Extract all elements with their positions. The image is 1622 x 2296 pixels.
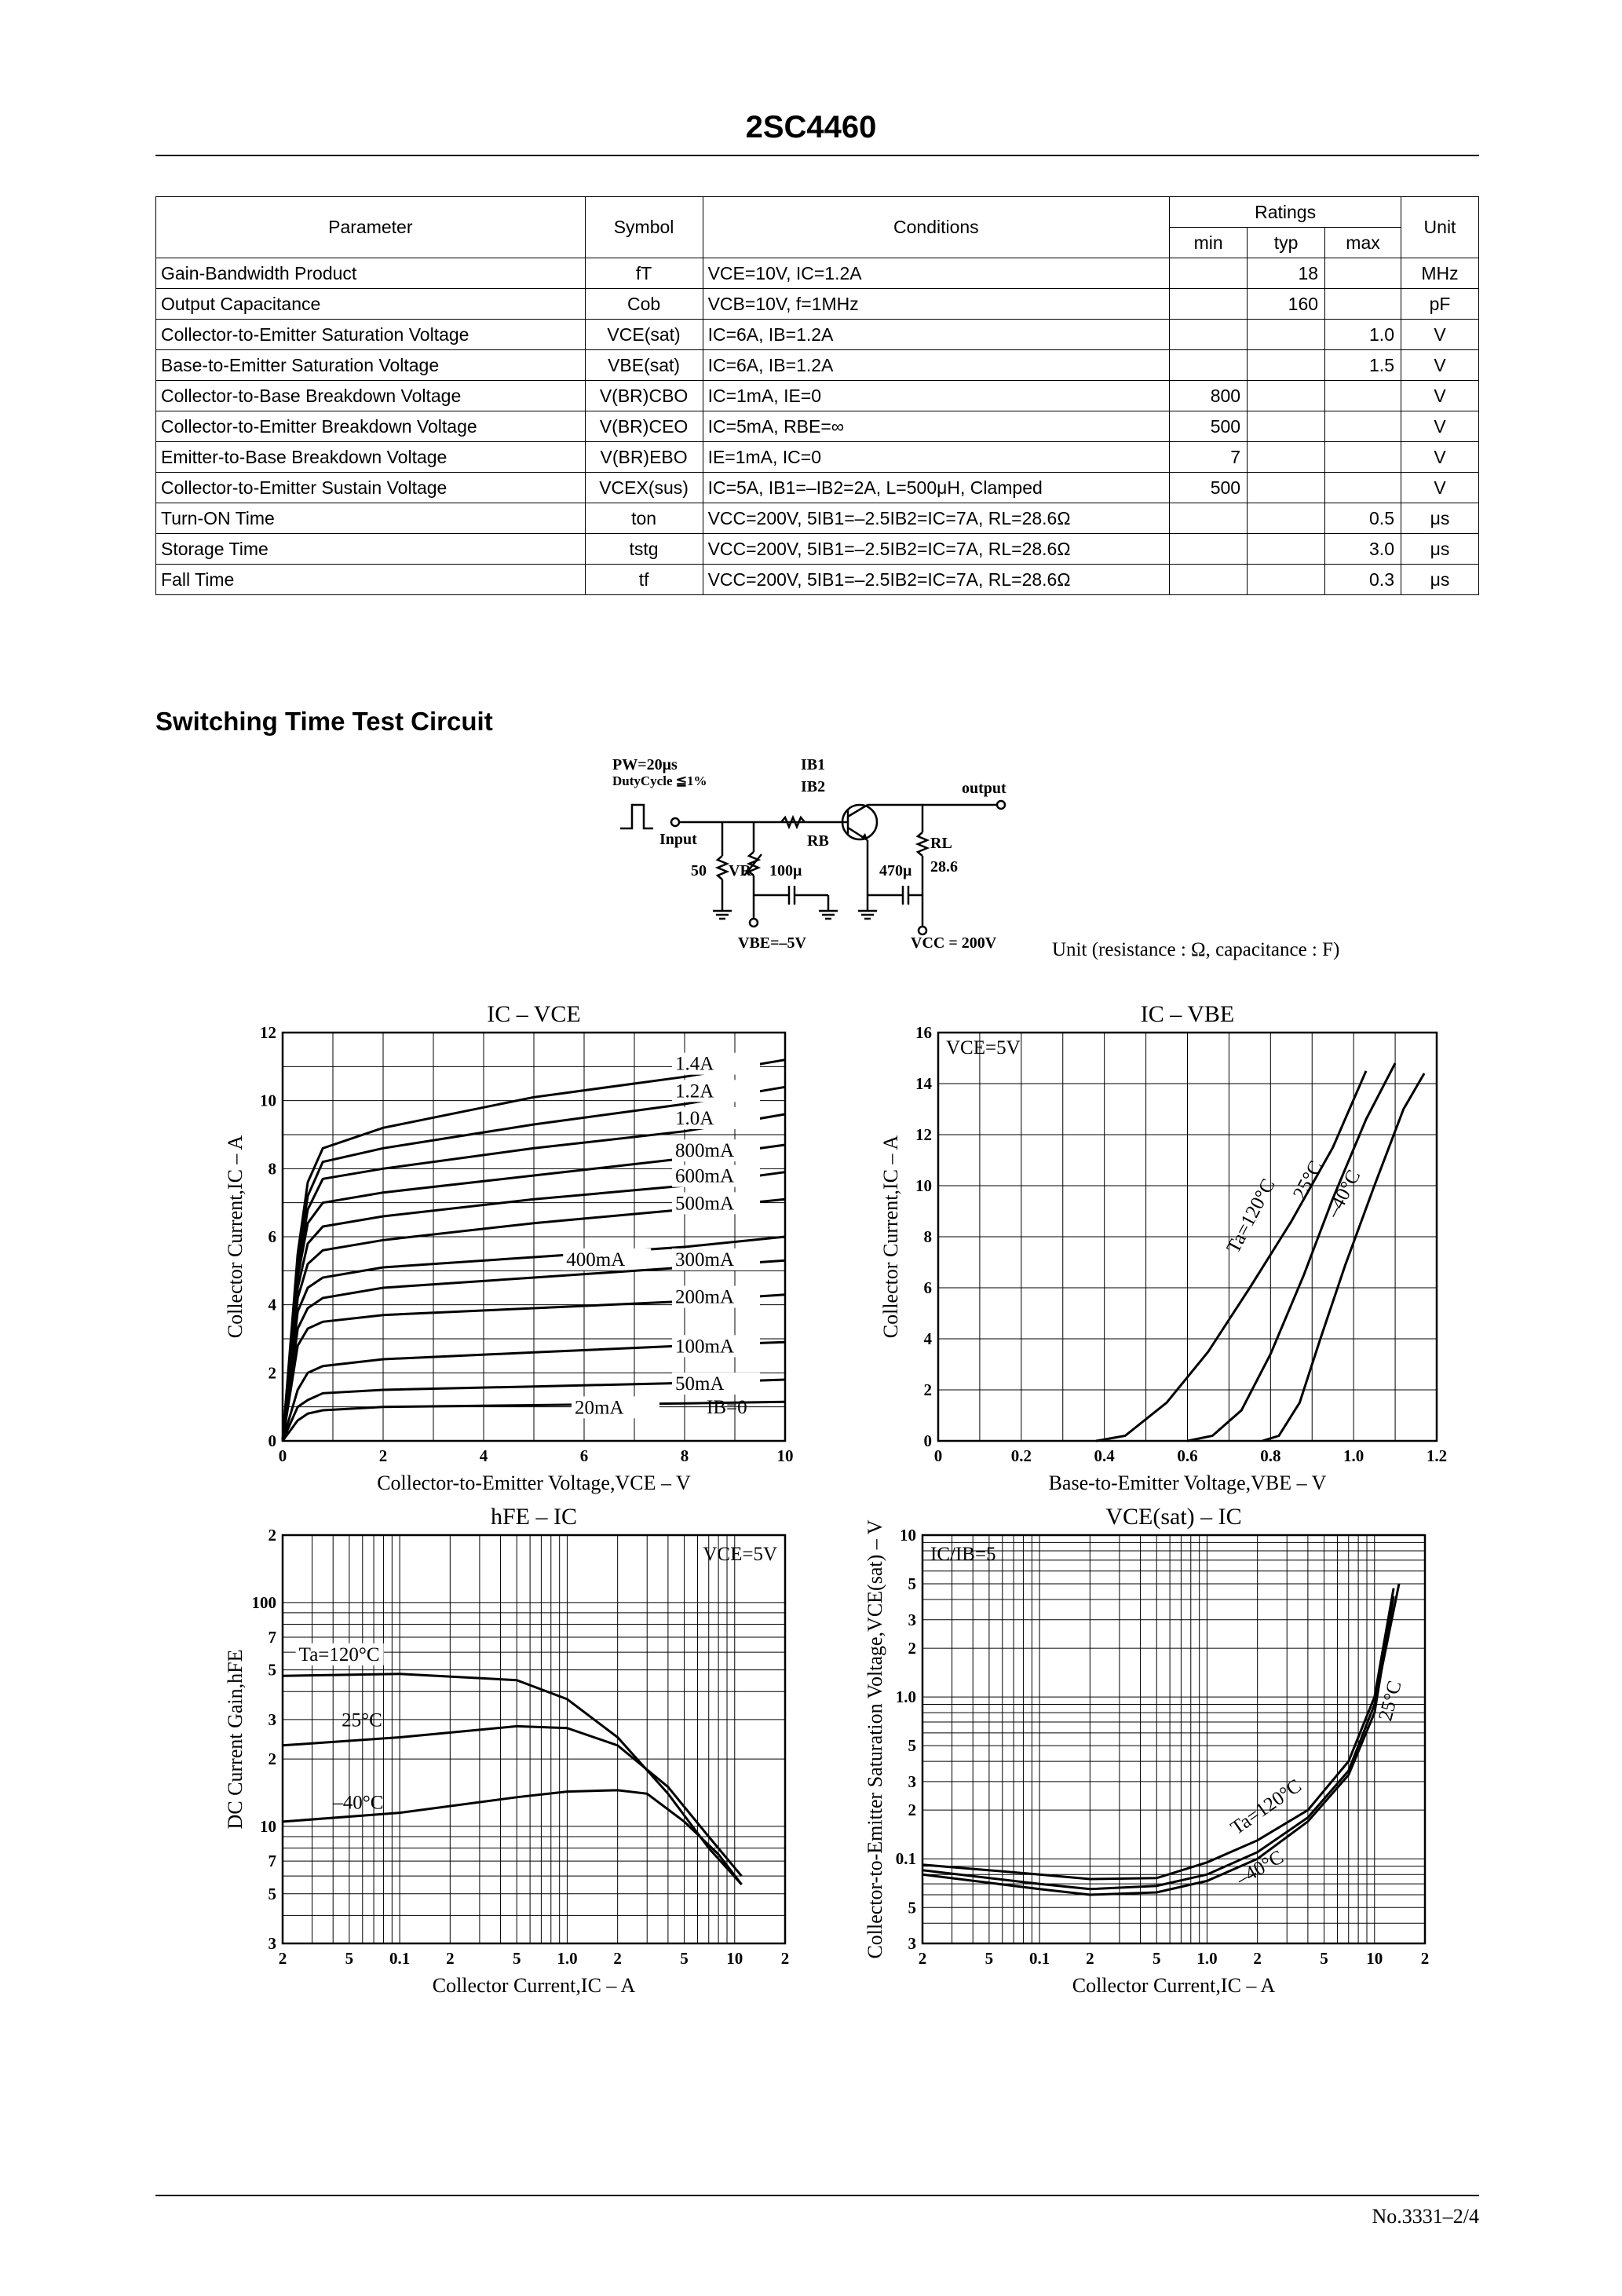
x-tick-label: 2 [613,1949,622,1968]
page-title: 2SC4460 [745,110,877,144]
chart-annotation: VCE=5V [946,1037,1021,1058]
table-row [156,565,1479,595]
x-tick-label: 5 [680,1949,689,1968]
cell-typ: 18 [1248,258,1325,289]
y-tick-label: 2 [268,1749,276,1769]
cell-symbol: V(BR)EBO [585,442,703,473]
cell-typ [1248,565,1325,595]
chart-vcesat-ic [824,1504,1476,2014]
cell-min [1170,503,1248,534]
y-axis-label: Collector Current,IC – A [879,1135,902,1339]
table-row [156,350,1479,381]
y-tick-label: 3 [908,1771,916,1791]
series-line [1096,1071,1366,1441]
cell-max [1325,381,1401,411]
cell-max: 0.5 [1325,503,1401,534]
label-duty: DutyCycle ≦1% [612,773,707,788]
x-tick-label: 2 [780,1949,790,1968]
cell-symbol: tf [585,565,703,595]
cell-conditions: VCC=200V, 5IB1=–2.5IB2=IC=7A, RL=28.6Ω [703,503,1170,534]
x-tick-label: 2 [918,1949,927,1968]
y-tick-label: 100 [251,1592,276,1612]
cell-parameter: Fall Time [156,565,586,595]
cell-min: 7 [1170,442,1248,473]
cell-typ: 160 [1248,289,1325,320]
x-tick-label: 6 [579,1446,589,1465]
table-row [156,258,1479,289]
cell-symbol: V(BR)CEO [585,411,703,442]
cell-unit: V [1401,473,1479,503]
x-tick-label: 1.2 [1426,1446,1448,1465]
series-line [1188,1063,1396,1441]
cell-conditions: IC=5mA, RBE=∞ [703,411,1170,442]
series-label: Ta=120°C [1226,1775,1306,1840]
table-row [156,289,1479,320]
cell-parameter: Storage Time [156,534,586,565]
y-tick-label: 6 [268,1227,276,1246]
x-tick-label: 0.1 [389,1949,411,1968]
chart-annotation: IC/IB=5 [930,1544,996,1565]
y-tick-label: 12 [260,1023,276,1042]
y-tick-label: 2 [923,1380,932,1399]
cell-conditions: VCC=200V, 5IB1=–2.5IB2=IC=7A, RL=28.6Ω [703,534,1170,565]
cell-typ [1248,534,1325,565]
y-tick-label: 3 [908,1934,916,1953]
y-axis-label: Collector-to-Emitter Saturation Voltage,VCE(sat) – V [864,1519,886,1959]
cell-typ [1248,473,1325,503]
y-tick-label: 7 [268,1852,276,1871]
cell-symbol: Cob [585,289,703,320]
section-title: Switching Time Test Circuit [155,707,493,736]
y-tick-label: 10 [900,1526,916,1545]
cell-min [1170,289,1248,320]
cell-parameter: Collector-to-Emitter Saturation Voltage [156,320,586,350]
y-tick-label: 7 [268,1627,276,1647]
series-label: 20mA [575,1397,624,1419]
cell-conditions: VCB=10V, f=1MHz [703,289,1170,320]
cell-symbol: VCEX(sus) [585,473,703,503]
series-label: 25°C [342,1709,382,1731]
chart-title: IC – VCE [487,1001,581,1027]
cell-max [1325,258,1401,289]
y-axis-label: Collector Current,IC – A [224,1135,247,1339]
x-tick-label: 5 [512,1949,521,1968]
cell-parameter: Turn-ON Time [156,503,586,534]
chart-ic-vce [212,997,809,1508]
cell-symbol: ton [585,503,703,534]
cell-typ [1248,381,1325,411]
series-line [922,1584,1399,1889]
series-line [1262,1073,1424,1441]
header-ratings: Ratings [1170,197,1401,228]
y-tick-label: 3 [268,1934,276,1953]
y-tick-label: 0 [268,1431,276,1450]
series-line [283,1674,742,1885]
y-tick-label: 3 [268,1709,276,1729]
label-ib1: IB1 [801,756,826,773]
y-tick-label: 10 [915,1176,932,1195]
cell-parameter: Collector-to-Emitter Breakdown Voltage [156,411,586,442]
x-tick-label: 0.8 [1260,1446,1281,1465]
x-tick-label: 10 [776,1446,794,1465]
cell-min [1170,258,1248,289]
cell-max: 3.0 [1325,534,1401,565]
cell-unit: MHz [1401,258,1479,289]
cell-symbol: VCE(sat) [585,320,703,350]
label-output: output [962,780,1006,797]
label-vbe: VBE=–5V [738,934,806,952]
x-tick-label: 0.1 [1028,1949,1050,1968]
series-label: 800mA [675,1140,734,1162]
x-tick-label: 10 [1366,1949,1383,1968]
cell-min [1170,320,1248,350]
cell-conditions: IC=6A, IB=1.2A [703,350,1170,381]
cell-unit: μs [1401,503,1479,534]
x-tick-label: 0.2 [1010,1446,1032,1465]
x-tick-label: 5 [1320,1949,1328,1968]
cell-typ [1248,442,1325,473]
table-row [156,381,1479,411]
y-tick-label: 16 [915,1023,932,1042]
x-tick-label: 0 [933,1446,943,1465]
cell-conditions: IC=1mA, IE=0 [703,381,1170,411]
label-rb: RB [807,832,829,850]
series-label: –40°C [333,1792,384,1814]
y-tick-label: 12 [915,1125,932,1144]
chart-title: hFE – IC [490,1504,578,1530]
series-label: –40°C [1322,1166,1365,1222]
x-tick-label: 0 [278,1446,287,1465]
header-symbol: Symbol [585,197,703,258]
y-tick-label: 2 [268,1526,276,1545]
x-tick-label: 2 [1420,1949,1430,1968]
cell-unit: V [1401,320,1479,350]
x-tick-label: 0.4 [1094,1446,1115,1465]
cell-parameter: Output Capacitance [156,289,586,320]
label-input: Input [659,831,697,848]
x-tick-label: 2 [1086,1949,1094,1968]
series-label: 100mA [675,1336,734,1358]
cell-unit: μs [1401,534,1479,565]
y-tick-label: 6 [923,1278,932,1297]
cell-unit: V [1401,442,1479,473]
cell-min: 800 [1170,381,1248,411]
switching-circuit-diagram [612,754,1052,966]
x-tick-label: 4 [479,1446,488,1465]
table-row [156,473,1479,503]
cell-min: 500 [1170,473,1248,503]
table-row [156,411,1479,442]
table-row [156,320,1479,350]
footer-divider [155,2195,1479,2196]
label-pw: PW=20μs [612,756,678,773]
y-tick-label: 2 [268,1363,276,1383]
x-axis-label: Collector-to-Emitter Voltage,VCE – V [377,1472,691,1494]
series-label: 50mA [675,1373,725,1395]
label-rl: RL [930,835,952,852]
table-row [156,503,1479,534]
cell-parameter: Emitter-to-Base Breakdown Voltage [156,442,586,473]
y-tick-label: 14 [915,1074,932,1093]
y-tick-label: 4 [268,1295,276,1314]
series-label: Ta=120°C [1222,1175,1280,1257]
cell-unit: μs [1401,565,1479,595]
series-label: 25°C [1375,1678,1406,1724]
label-c100: 100μ [769,862,802,879]
cell-conditions: IC=6A, IB=1.2A [703,320,1170,350]
chart-ic-vbe [856,997,1476,1508]
y-tick-label: 8 [923,1227,932,1246]
y-tick-label: 5 [268,1660,276,1680]
cell-conditions: IC=5A, IB1=–IB2=2A, L=500μH, Clamped [703,473,1170,503]
x-axis-label: Collector Current,IC – A [432,1974,636,1997]
cell-unit: V [1401,350,1479,381]
x-tick-label: 2 [378,1446,388,1465]
series-label: 600mA [675,1165,734,1187]
cell-typ [1248,503,1325,534]
y-tick-label: 4 [923,1329,932,1348]
cell-max: 0.3 [1325,565,1401,595]
title-divider [155,155,1479,156]
page-number: No.3331–2/4 [1372,2205,1479,2228]
cell-typ [1248,411,1325,442]
series-label: 1.4A [675,1053,714,1075]
table-row [156,442,1479,473]
x-tick-label: 2 [1253,1949,1262,1968]
header-conditions: Conditions [703,197,1170,258]
x-tick-label: 2 [278,1949,287,1968]
cell-conditions: VCE=10V, IC=1.2A [703,258,1170,289]
table-row [156,534,1479,565]
y-tick-label: 0.1 [895,1849,916,1869]
chart-annotation: IB=0 [707,1397,747,1418]
series-label: 300mA [675,1249,734,1270]
x-tick-label: 5 [985,1949,994,1968]
header-unit: Unit [1401,197,1479,258]
series-label: 25°C [1289,1157,1328,1204]
x-axis-label: Collector Current,IC – A [1072,1974,1276,1997]
series-label: 1.2A [675,1080,714,1102]
cell-unit: pF [1401,289,1479,320]
cell-symbol: fT [585,258,703,289]
cell-min [1170,350,1248,381]
label-vr: VR [729,862,751,879]
cell-typ [1248,350,1325,381]
x-axis-label: Base-to-Emitter Voltage,VBE – V [1048,1472,1327,1494]
header-max: max [1325,228,1401,258]
x-tick-label: 2 [446,1949,455,1968]
series-label: 200mA [675,1286,734,1308]
cell-symbol: V(BR)CBO [585,381,703,411]
label-r50: 50 [691,862,707,879]
x-tick-label: 8 [680,1446,689,1465]
label-rl-value: 28.6 [930,858,958,876]
label-vcc: VCC = 200V [911,934,997,952]
cell-conditions: IE=1mA, IC=0 [703,442,1170,473]
y-tick-label: 1.0 [895,1687,916,1707]
cell-max: 1.0 [1325,320,1401,350]
y-tick-label: 3 [908,1610,916,1629]
series-line [922,1589,1394,1879]
x-tick-label: 1.0 [1196,1949,1218,1968]
cell-conditions: VCC=200V, 5IB1=–2.5IB2=IC=7A, RL=28.6Ω [703,565,1170,595]
cell-max [1325,442,1401,473]
cell-parameter: Gain-Bandwidth Product [156,258,586,289]
y-tick-label: 10 [260,1816,276,1836]
cell-max [1325,411,1401,442]
cell-min [1170,565,1248,595]
y-axis-label: DC Current Gain,hFE [224,1649,247,1830]
chart-title: VCE(sat) – IC [1105,1504,1242,1530]
x-tick-label: 5 [1152,1949,1161,1968]
y-tick-label: 5 [908,1898,916,1918]
y-tick-label: 5 [908,1574,916,1594]
series-label: 400mA [566,1249,626,1270]
cell-parameter: Base-to-Emitter Saturation Voltage [156,350,586,381]
cell-parameter: Collector-to-Base Breakdown Voltage [156,381,586,411]
cell-parameter: Collector-to-Emitter Sustain Voltage [156,473,586,503]
x-tick-label: 1.0 [557,1949,578,1968]
series-label: Ta=120°C [298,1643,380,1665]
chart-title: IC – VBE [1140,1001,1235,1027]
x-tick-label: 5 [345,1949,354,1968]
cell-symbol: VBE(sat) [585,350,703,381]
cell-symbol: tstg [585,534,703,565]
y-tick-label: 0 [923,1431,932,1450]
label-c470: 470μ [879,862,912,879]
cell-unit: V [1401,381,1479,411]
y-tick-label: 5 [908,1736,916,1756]
cell-typ [1248,320,1325,350]
series-label: 500mA [675,1193,734,1215]
series-label: 1.0A [675,1108,714,1129]
x-tick-label: 0.6 [1177,1446,1198,1465]
chart-hfe-ic [212,1504,809,2014]
cell-max [1325,473,1401,503]
cell-min [1170,534,1248,565]
cell-min: 500 [1170,411,1248,442]
cell-max [1325,289,1401,320]
chart-annotation: VCE=5V [703,1544,777,1565]
header-typ: typ [1248,228,1325,258]
y-tick-label: 5 [268,1884,276,1903]
cell-max: 1.5 [1325,350,1401,381]
y-tick-label: 10 [260,1091,276,1110]
label-ib2: IB2 [801,778,826,795]
y-tick-label: 8 [268,1159,276,1179]
cell-unit: V [1401,411,1479,442]
header-parameter: Parameter [156,197,586,258]
x-tick-label: 10 [726,1949,743,1968]
y-tick-label: 2 [908,1801,916,1820]
unit-note: Unit (resistance : Ω, capacitance : F) [1052,939,1340,960]
header-min: min [1170,228,1248,258]
series-label: –40°C [1233,1846,1288,1890]
electrical-characteristics-table [155,196,1479,595]
y-tick-label: 2 [908,1639,916,1658]
x-tick-label: 1.0 [1343,1446,1364,1465]
